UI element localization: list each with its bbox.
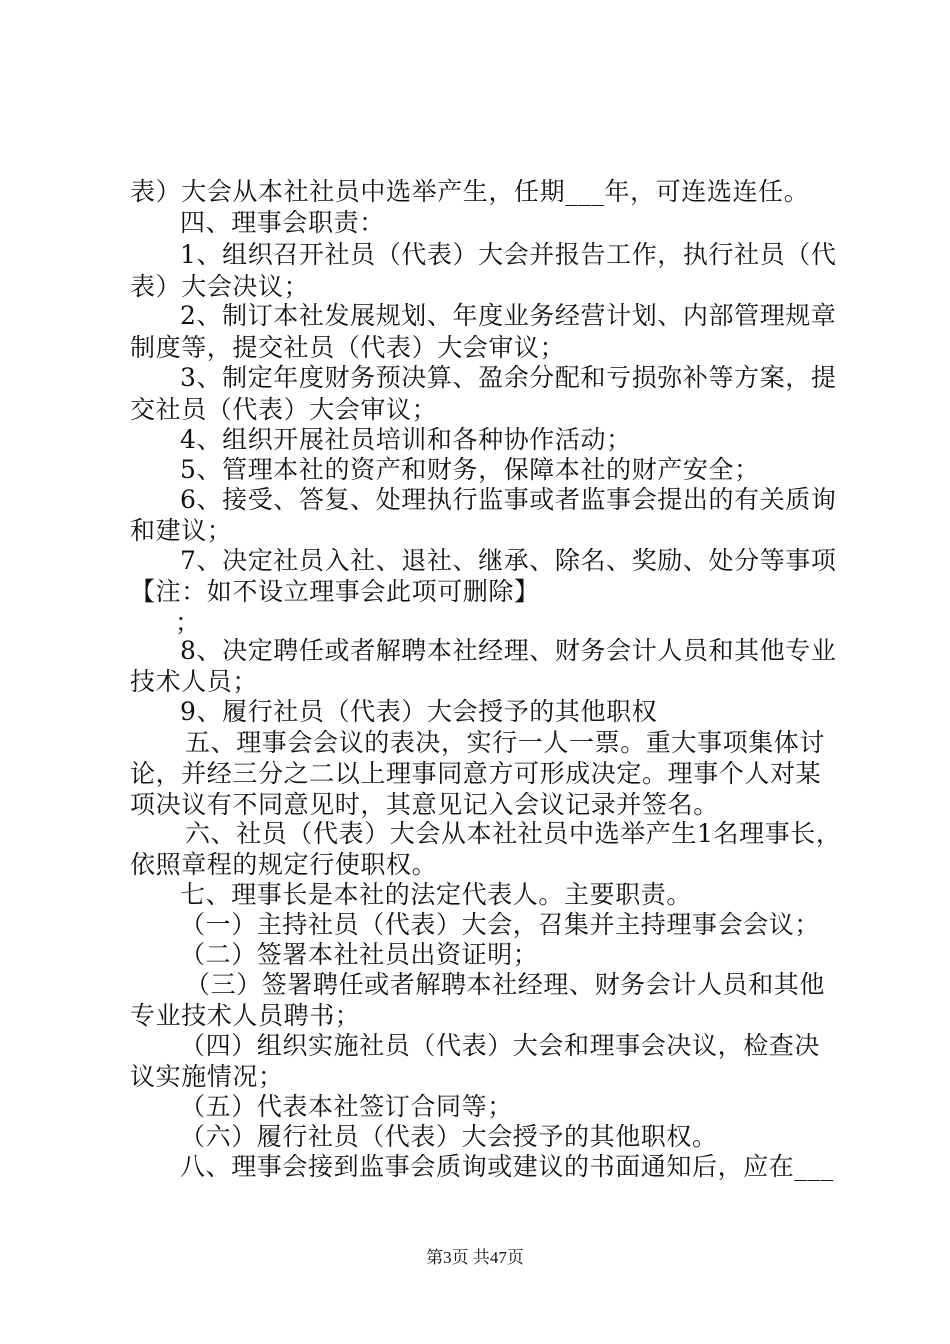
text-line: 专业技术人员聘书； xyxy=(130,1001,361,1030)
text-line: 制度等，提交社员（代表）大会审议； xyxy=(130,333,566,362)
text-line: 依照章程的规定行使职权。 xyxy=(130,850,438,879)
text-line: 论，并经三分之二以上理事同意方可形成决定。理事个人对某 xyxy=(130,759,822,788)
text-line: （三）签署聘任或者解聘本社经理、财务会计人员和其他 xyxy=(185,970,826,999)
text-line: （五）代表本社签订合同等； xyxy=(180,1092,513,1121)
text-line: 5、管理本社的资产和财务，保障本社的财产安全； xyxy=(180,455,760,484)
text-line: （四）组织实施社员（代表）大会和理事会决议，检查决 xyxy=(180,1031,821,1060)
text-line: 3、制定年度财务预决算、盈余分配和亏损弥补等方案，提 xyxy=(180,363,837,392)
text-line: 交社员（代表）大会审议； xyxy=(130,395,438,424)
text-line: 六、社员（代表）大会从本社社员中选举产生1名理事长， xyxy=(185,819,842,848)
text-line: 1、组织召开社员（代表）大会并报告工作，执行社员（代 xyxy=(180,240,837,269)
text-line: （一）主持社员（代表）大会，召集并主持理事会会议； xyxy=(180,910,821,939)
text-line: 议实施情况； xyxy=(130,1062,284,1091)
text-line: 表）大会从本社社员中选举产生，任期___年，可连选连任。 xyxy=(130,177,810,206)
text-line: （六）履行社员（代表）大会授予的其他职权。 xyxy=(180,1122,718,1151)
text-line: 技术人员； xyxy=(130,667,259,696)
text-line: ； xyxy=(175,608,201,637)
text-line: 4、组织开展社员培训和各种协作活动； xyxy=(180,425,632,454)
text-line: （二）签署本社社员出资证明； xyxy=(180,940,539,969)
text-line: 【注：如不设立理事会此项可删除】 xyxy=(130,577,540,606)
text-line: 9、履行社员（代表）大会授予的其他职权 xyxy=(180,697,658,726)
text-line: 和建议； xyxy=(130,516,233,545)
text-line: 七、理事长是本社的法定代表人。主要职责。 xyxy=(180,880,693,909)
text-line: 五、理事会会议的表决，实行一人一票。重大事项集体讨 xyxy=(185,728,826,757)
text-line: 6、接受、答复、处理执行监事或者监事会提出的有关质询 xyxy=(180,485,837,514)
text-line: 7、决定社员入社、退社、继承、除名、奖励、处分等事项 xyxy=(180,546,837,575)
text-line: 8、决定聘任或者解聘本社经理、财务会计人员和其他专业 xyxy=(180,636,837,665)
text-line: 项决议有不同意见时，其意见记入会议记录并签名。 xyxy=(130,790,719,819)
page-footer: 第3页 共47页 xyxy=(426,1248,524,1267)
text-line: 2、制订本社发展规划、年度业务经营计划、内部管理规章 xyxy=(180,301,837,330)
text-line: 四、理事会职责： xyxy=(180,208,385,237)
text-line: 八、理事会接到监事会质询或建议的书面通知后，应在___ xyxy=(180,1152,834,1181)
text-line: 表）大会决议； xyxy=(130,272,310,301)
